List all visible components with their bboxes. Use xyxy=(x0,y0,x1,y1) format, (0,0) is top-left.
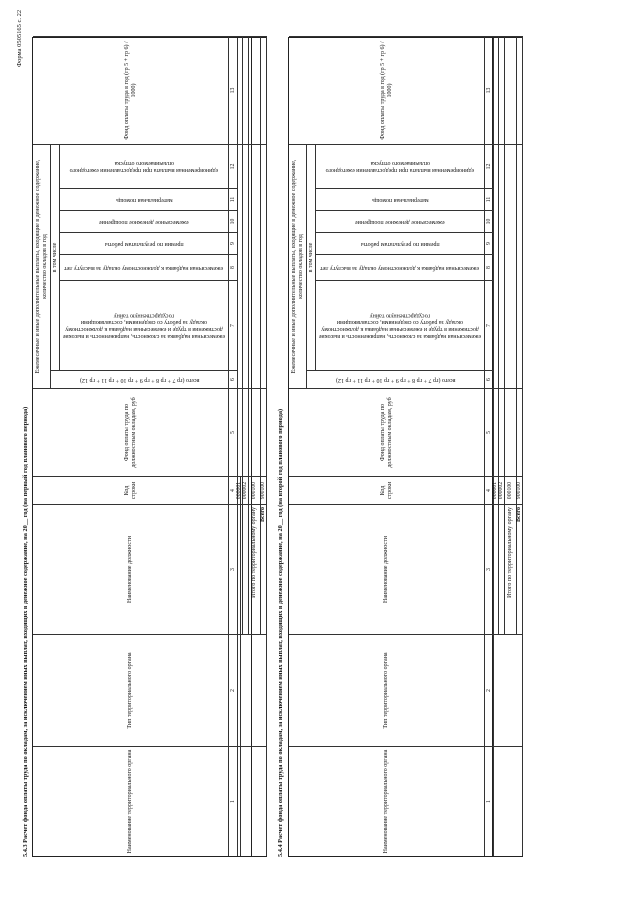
col-number: 7 xyxy=(485,280,494,370)
header-fund-year: Фонд оплаты труда в год (гр 5 + гр 6) / 1000) xyxy=(33,36,229,144)
col-number: 8 xyxy=(485,254,494,280)
col-number: 13 xyxy=(229,36,238,144)
header-total: всего (гр 7 + гр 8 + гр 9 + гр 10 + гр 11 + гр 12) xyxy=(51,370,229,388)
header-salary-fund: Фонд оплаты труда по должностным окладам, руб xyxy=(33,388,229,476)
header-position: Наименование должности xyxy=(33,504,229,634)
cell-org-type xyxy=(237,634,267,746)
row-code: 000100 xyxy=(249,476,261,504)
col-number: 3 xyxy=(229,504,238,634)
header-monthly-group: Ежемесячные и иные дополнительные выплаты, входящие в денежное содержание, количество окладов в год xyxy=(289,144,307,388)
col-number: 3 xyxy=(485,504,494,634)
col-number: 6 xyxy=(229,370,238,388)
col-number: 5 xyxy=(229,388,238,476)
header-org-type: Тип территориального органа xyxy=(289,634,485,746)
header-col9: премии по результатам работы xyxy=(60,232,229,254)
row-code: 900100 xyxy=(261,476,267,504)
header-org-name: Наименование территориального органа xyxy=(33,746,229,856)
col-number: 2 xyxy=(485,634,494,746)
header-salary-fund: Фонд оплаты труда по должностным окладам, руб xyxy=(289,388,485,476)
section-title: 5.4.4 Расчет фонда оплаты труда по окладам, за исключением иных выплат, входящих в денежное содержание, на 20__ год (на второй год планового периода) xyxy=(277,408,284,857)
header-incl: в том числе xyxy=(51,144,60,370)
header-org-name: Наименование территориального органа xyxy=(289,746,485,856)
header-col7: ежемесячная надбавка за сложность, напряженность и высокие достижения в труде и ежемесячная надбавка к должностному окладу за работу со сведениями, составляющими государственную тайну xyxy=(316,280,485,370)
header-col11: материальная помощь xyxy=(60,188,229,210)
subtotal-label: Итого по территориальному органу xyxy=(505,504,517,634)
header-row-code: Код строки xyxy=(289,476,485,504)
col-number: 8 xyxy=(229,254,238,280)
cell-org-name xyxy=(493,746,523,856)
col-number: 4 xyxy=(485,476,494,504)
col-number: 6 xyxy=(485,370,494,388)
col-number: 10 xyxy=(485,210,494,232)
col-number: 12 xyxy=(229,144,238,188)
col-number: 11 xyxy=(229,188,238,210)
row-code: 000002 xyxy=(499,476,505,504)
payroll-rows-year1 xyxy=(237,37,267,857)
col-number: 12 xyxy=(485,144,494,188)
header-org-type: Тип территориального органа xyxy=(33,634,229,746)
col-number: 10 xyxy=(229,210,238,232)
cell-org-name xyxy=(237,746,267,856)
header-col8: ежемесячная надбавка к должностному окладу за выслугу лет xyxy=(60,254,229,280)
header-incl: в том числе xyxy=(307,144,316,370)
payroll-table-year2 xyxy=(288,37,493,857)
header-col10: ежемесячное денежное поощрение xyxy=(316,210,485,232)
header-total: всего (гр 7 + гр 8 + гр 9 + гр 10 + гр 11 + гр 12) xyxy=(307,370,485,388)
col-number: 13 xyxy=(485,36,494,144)
col-number: 4 xyxy=(229,476,238,504)
header-col8: ежемесячная надбавка к должностному окладу за выслугу лет xyxy=(316,254,485,280)
header-position: Наименование должности xyxy=(289,504,485,634)
col-number: 9 xyxy=(485,232,494,254)
form-code: Форма 0505165 с. 22 xyxy=(16,9,23,67)
row-code: 000001 xyxy=(237,476,243,504)
subtotal-label: Итого по территориальному органу xyxy=(249,504,261,634)
payroll-table-year1 xyxy=(32,37,252,857)
cell-org-type xyxy=(493,634,523,746)
header-fund-year: Фонд оплаты труда в год (гр 5 + гр 6) / 1000) xyxy=(289,36,485,144)
header-col9: премии по результатам работы xyxy=(316,232,485,254)
total-label: Всего xyxy=(517,504,523,634)
row-code: 000001 xyxy=(493,476,499,504)
header-row-code: Код строки xyxy=(33,476,229,504)
col-number: 7 xyxy=(229,280,238,370)
row-code: 900100 xyxy=(517,476,523,504)
total-label: Всего xyxy=(261,504,267,634)
row-code: 000002 xyxy=(243,476,249,504)
col-number: 9 xyxy=(229,232,238,254)
header-col7: ежемесячная надбавка за сложность, напряженность и высокие достижения в труде и ежемесячная надбавка к должностному окладу за работу со сведениями, составляющими государственную тайну xyxy=(60,280,229,370)
row-code: 000100 xyxy=(505,476,517,504)
header-col12: единовременная выплата при предоставлении ежегодного оплачиваемого отпуска xyxy=(60,144,229,188)
col-number: 1 xyxy=(229,746,238,856)
col-number: 1 xyxy=(485,746,494,856)
col-number: 5 xyxy=(485,388,494,476)
header-col10: ежемесячное денежное поощрение xyxy=(60,210,229,232)
header-monthly-group: Ежемесячные и иные дополнительные выплаты, входящие в денежное содержание, количество окладов в год xyxy=(33,144,51,388)
section-title: 5.4.3 Расчет фонда оплаты труда по окладам, за исключением иных выплат, входящих в денежное содержание, на 20__ год (на первый год планового периода) xyxy=(22,406,29,857)
col-number: 11 xyxy=(485,188,494,210)
col-number: 2 xyxy=(229,634,238,746)
payroll-rows-year2 xyxy=(493,37,523,857)
header-col11: материальная помощь xyxy=(316,188,485,210)
header-col12: единовременная выплата при предоставлении ежегодного оплачиваемого отпуска xyxy=(316,144,485,188)
